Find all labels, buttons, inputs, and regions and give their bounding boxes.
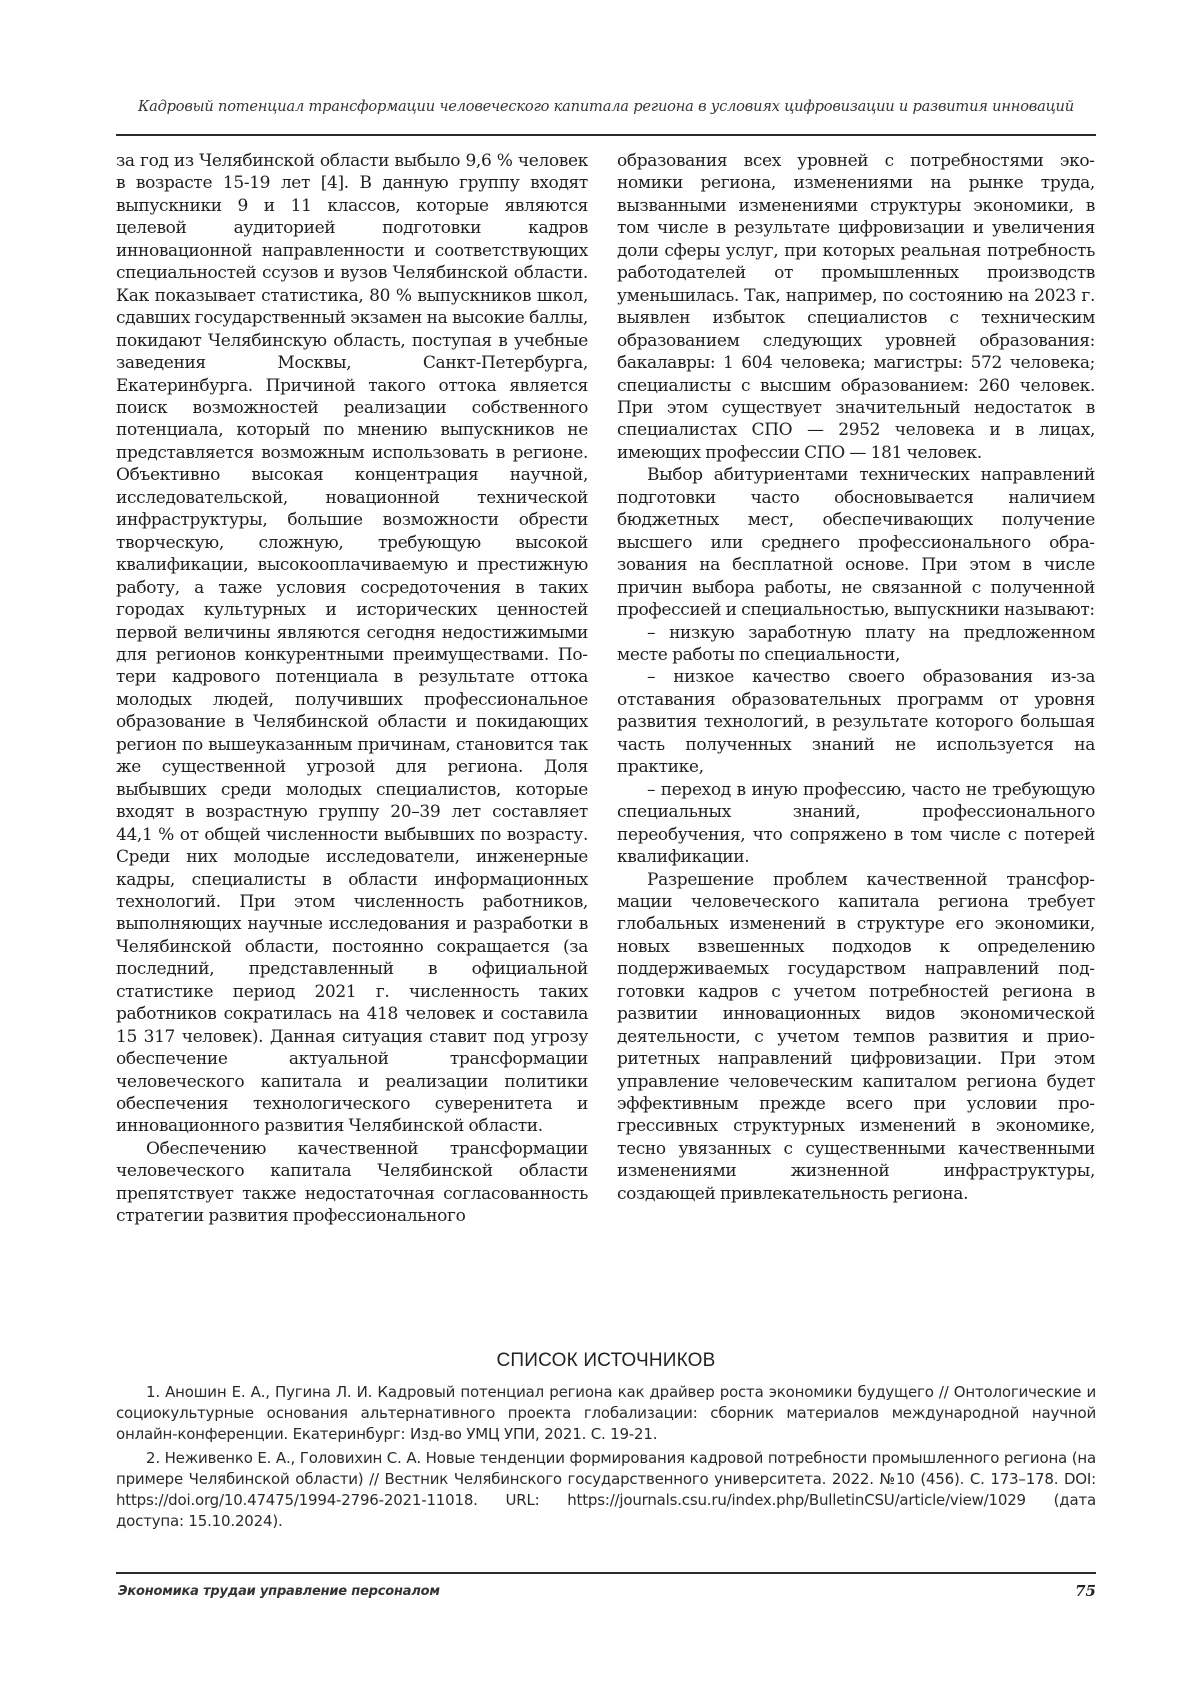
- reference-item: 1. Аношин Е. А., Пугина Л. И. Кадровый потенциал региона как драйвер роста экономики будущего // Онтологические и социокультурные основания альтернативного проекта глобализации: сборник материалов международной научной онлайн-конференции. Екатеринбург: Изд-во УМЦ УПИ, 2021. С. 19-21.: [116, 1383, 1096, 1443]
- footer-rule: [116, 1572, 1096, 1574]
- page-number: 75: [1075, 1582, 1096, 1600]
- list-item: – низкую заработную плату на предложенном месте работы по специальности,: [617, 622, 1095, 665]
- right-paragraph-3: Разрешение проблем качественной трансформации человеческого капитала региона требует глобальных изменений в структуре его экономики, новых взвешенных подходов к определению поддерживаемых государством направлений подготовки кадров с учетом потребностей региона в развитии инновационных видов экономической деятельности, с учетом темпов развития и приоритетных направлений цифровизации. При этом управление человеческим капиталом региона будет эффективным прежде всего при условии прогрессивных структурных изменений в экономике, тесно увязанных с существенными качественными изменениями жизненной инфраструктуры, создающей привлекательность региона.: [617, 869, 1095, 1204]
- header-rule: [116, 134, 1096, 136]
- reference-item: 2. Неживенко Е. А., Головихин С. А. Новые тенденции формирования кадровой потребности промышленного региона (на примере Челябинской области) // Вестник Челябинского государственного университета. 2022. №10 (456). С. 173–178. DOI: https://doi.org/10.47475/1994-2796-2021-11018. URL: https://journals.csu.ru/index.php/BulletinCSU/article/view/1029 (дата доступа: 15.10.2024).: [116, 1449, 1096, 1530]
- right-paragraph-2: Выбор абитуриентами технических направлений подготовки часто обосновывается наличием бюджетных мест, обеспечивающих получение высшего или среднего профессионального образования на бесплатной основе. При этом в числе причин выбора работы, не связанной с полученной профессией и специальностью, выпускники называют:: [617, 465, 1095, 621]
- left-column: [116, 150, 588, 1228]
- references-title: СПИСОК ИСТОЧНИКОВ: [496, 1350, 716, 1371]
- journal-name: Экономика трудаи управление персоналом: [118, 1584, 440, 1599]
- left-paragraph-1: за год из Челябинской области выбыло 9,6 % человек в возрасте 15-19 лет [4]. В данную группу входят выпускники 9 и 11 классов, которые являются целевой аудиторией подготовки кадров инновационной направленности и соответствующих специальностей ссузов и вузов Челябинской области. Как показывает статистика, 80 % выпускников школ, сдавших государственный экзамен на высокие баллы, покидают Челябинскую область, поступая в учебные заведения Москвы, Санкт-Петербурга, Екатеринбурга. Причиной такого оттока является поиск возможностей реализации собственного потенциала, который по мнению выпускников не представляется возможным использовать в регионе. Объективно высокая концентрация научной, исследовательской, новационной технической инфраструктуры, большие возможности обрести творческую, сложную, требующую высокой квалификации, высокооплачиваемую и престижную работу, а таже условия сосредоточения в таких городах культурных и исторических ценностей первой величины являются сегодня недостижимыми для регионов конкурентными преимуществами. Потери кадрового потенциала в результате оттока молодых людей, получивших профессиональное образование в Челябинской области и покидающих регион по вышеуказанным причинам, становится так же существенной угрозой для региона. Доля выбывших среди молодых специалистов, которые входят в возрастную группу 20–39 лет составляет 44,1 % от общей численности выбывших по возрасту. Среди них молодые исследователи, инженерные кадры, специалисты в области информационных технологий. При этом численность работников, выполняющих научные исследования и разработки в Челябинской области, постоянно сокращается (за последний, представленный в официальной статистике период 2021 г. численность таких работников сократилась на 418 человек и составила 15 317 человек). Данная ситуация ставит под угрозу обеспечение актуальной трансформации человеческого капитала и реализации политики обеспечения технологического суверенитета и инновационного развития Челябинской области.: [116, 151, 588, 1137]
- right-paragraph-1: образования всех уровней с потребностями экономики региона, изменениями на рынке труда, вызванными изменениями структуры экономики, в том числе в результате цифровизации и увеличения доли сферы услуг, при которых реальная потребность работодателей от промышленных производств уменьшилась. Так, например, по состоянию на 2023 г. выявлен избыток специалистов с техническим образованием следующих уровней образования: бакалавры: 1 604 человека; магистры: 572 человека; специалисты с высшим образованием: 260 человек. При этом существует значительный недостаток в специалистах СПО — 2952 человека и в лицах, имеющих профессии СПО — 181 человек.: [617, 151, 1095, 463]
- left-paragraph-2: Обеспечению качественной трансформации человеческого капитала Челябинской области препятствует также недостаточная согласованность стратегии развития профессионального: [116, 1138, 588, 1227]
- running-header: Кадровый потенциал трансформации человеческого капитала региона в условиях цифровизации и развития инноваций: [138, 98, 1074, 115]
- references-list: [116, 1382, 1096, 1535]
- list-item: – переход в иную профессию, часто не требующую специальных знаний, профессионального переобучения, что сопряжено в том числе с потерей квалификации.: [617, 779, 1095, 868]
- list-item: – низкое качество своего образования из-за отставания образовательных программ от уровня развития технологий, в результате которого большая часть полученных знаний не используется на практике,: [617, 667, 1095, 778]
- right-column: [617, 150, 1095, 1205]
